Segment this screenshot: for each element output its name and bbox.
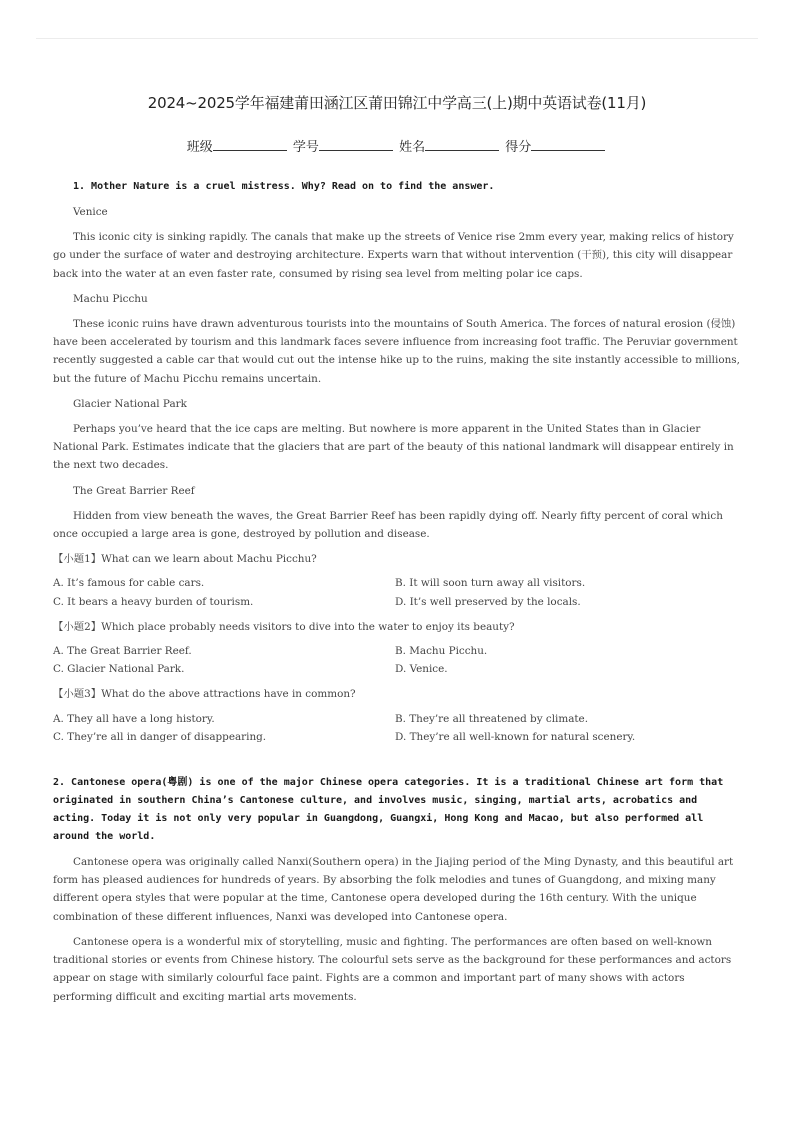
subquestion-3-options	[53, 710, 741, 746]
option-a[interactable]: A. They all have a long history.	[53, 712, 215, 725]
option-d[interactable]: D. They’re all well-known for natural scenery.	[395, 730, 636, 743]
section-text-machu-picchu: These iconic ruins have drawn adventurous tourists into the mountains of South America. The forces of natural erosion (侵蚀) have been accelerated by tourism and this landmark faces severe influence from increasing foot traffic. The Peruviar government recently suggested a cable car that would cut out the intense hike up to the ruins, making the site instantly accessible to millions, but the future of Machu Picchu remains uncertain.	[53, 318, 740, 385]
option-c[interactable]: C. It bears a heavy burden of tourism.	[53, 595, 254, 608]
class-blank[interactable]	[213, 138, 287, 151]
section-text-glacier: Perhaps you’ve heard that the ice caps are melting. But nowhere is more apparent in the United States than in Glacier National Park. Estimates indicate that the glaciers that are part of the beauty of this national landmark will disappear entirely in the next two decades.	[53, 423, 734, 472]
section-heading-reef: The Great Barrier Reef	[73, 484, 195, 497]
exam-content	[53, 178, 741, 1013]
option-d[interactable]: D. It’s well preserved by the locals.	[395, 595, 581, 608]
option-c[interactable]: C. Glacier National Park.	[53, 663, 185, 676]
question-1-stem: 1. Mother Nature is a cruel mistress. Why? Read on to find the answer.	[73, 181, 495, 192]
subquestion-1-options	[53, 574, 741, 610]
option-b[interactable]: B. Machu Picchu.	[395, 645, 488, 658]
section-text-reef: Hidden from view beneath the waves, the Great Barrier Reef has been rapidly dying off. Nearly fifty percent of coral which once occupied a large area is gone, destroyed by pollution and disease.	[53, 509, 723, 541]
option-d[interactable]: D. Venice.	[395, 663, 448, 676]
score-blank[interactable]	[531, 138, 605, 151]
top-divider	[36, 38, 758, 39]
id-blank[interactable]	[319, 138, 393, 151]
student-info-line	[0, 136, 794, 155]
subquestion-3-stem: 【小题3】What do the above attractions have in common?	[53, 688, 356, 701]
option-b[interactable]: B. They’re all threatened by climate.	[395, 712, 589, 725]
score-label: 得分	[505, 140, 532, 155]
id-label: 学号	[292, 140, 319, 155]
subquestion-2-stem: 【小题2】Which place probably needs visitors to dive into the water to enjoy its beauty?	[53, 620, 515, 633]
option-a[interactable]: A. It’s famous for cable cars.	[53, 577, 205, 590]
page-title: 2024~2025学年福建莆田涵江区莆田锦江中学高三(上)期中英语试卷(11月)	[147, 94, 647, 112]
question-2-paragraph: Cantonese opera is a wonderful mix of storytelling, music and fighting. The performances are often based on well-known traditional stories or events from Chinese history. The colourful sets serve as the background for these performances and actors appear on stage with similarly colourful face paint. Fights are a common and important part of many shows with actors performing difficult and exciting martial arts movements.	[53, 935, 732, 1003]
section-text-venice: This iconic city is sinking rapidly. The canals that make up the streets of Venice rise 2mm every year, making relics of history go under the surface of water and destroying architecture. Experts warn that without intervention (干预), this city will disappear back into the water at an even faster rate, consumed by rising sea level from melting polar ice caps.	[53, 231, 734, 280]
question-2-paragraph: Cantonese opera was originally called Nanxi(Southern opera) in the Jiajing period of the Ming Dynasty, and this beautiful art form has pleased audiences for hundreds of years. By absorbing the folk melodies and tunes of Guangdong, and mixing many different opera styles that were popular at the time, Cantonese opera developed during the 16th century. With the unique combination of these different influences, Nanxi was developed into Cantonese opera.	[53, 856, 734, 923]
name-blank[interactable]	[425, 138, 499, 151]
section-heading-machu-picchu: Machu Picchu	[73, 292, 148, 305]
section-heading-glacier: Glacier National Park	[73, 397, 187, 410]
subquestion-2-options	[53, 642, 741, 678]
question-2-stem: 2. Cantonese opera(粤剧) is one of the major Chinese opera categories. It is a traditional Chinese art form that originated in southern China’s Cantonese culture, and involves music, singing, martial arts, acrobatics and acting. Today it is not only very popular in Guangdong, Guangxi, Hong Kong and Macao, but also performed all around the world.	[53, 777, 724, 843]
section-heading-venice: Venice	[73, 206, 108, 218]
class-label: 班级	[186, 140, 213, 155]
name-label: 姓名	[399, 140, 426, 155]
subquestion-1-stem: 【小题1】What can we learn about Machu Picchu?	[53, 553, 317, 566]
option-b[interactable]: B. It will soon turn away all visitors.	[395, 577, 586, 590]
option-a[interactable]: A. The Great Barrier Reef.	[53, 645, 192, 658]
option-c[interactable]: C. They’re all in danger of disappearing.	[53, 730, 267, 743]
